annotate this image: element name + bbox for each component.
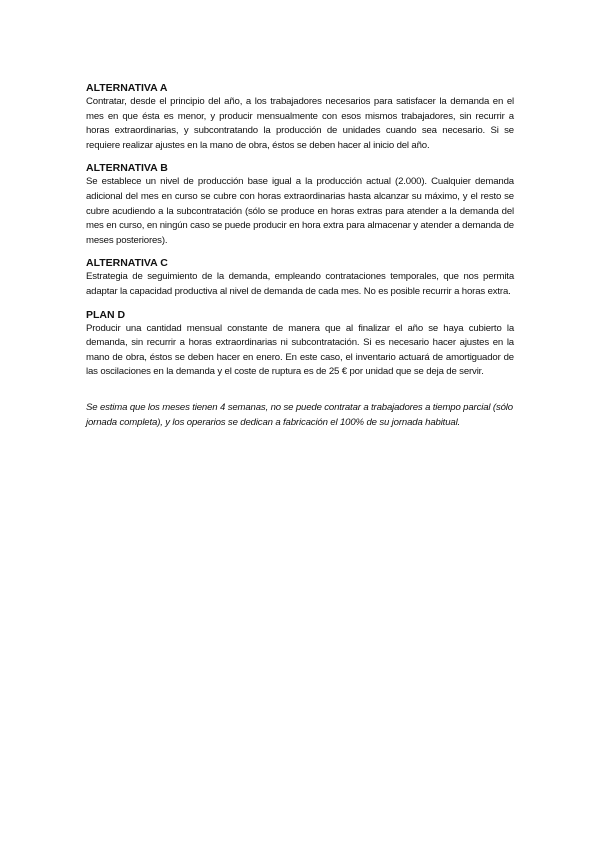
section-title: ALTERNATIVA B	[86, 162, 168, 175]
section-body: Se establece un nivel de producción base igual a la producción actual (2.000). Cualquier demanda adicional del mes en curso se cubre con horas extraordinarias hasta alcanzar su máximo, y el resto se cubre acudiendo a la subcontratación (sólo se produce en horas extras para atender a la demanda del mes en curso, en ningún caso se puede producir en hora extra para almacenar y atender a demanda de meses posteriores).	[86, 176, 514, 246]
section-alternativa-a	[86, 82, 514, 153]
section-title: PLAN D	[86, 308, 126, 321]
section-body: Contratar, desde el principio del año, a los trabajadores necesarios para satisfacer la demanda en el mes en que ésta es menor, y producir mensualmente con esos mismos trabajadores, sin recurrir a horas extraordinarias, y subcontratando la producción de unidades cuando sea necesario. Si se requiere realizar ajustes en la mano de obra, éstos se deben hacer al inicio del año.	[86, 96, 514, 151]
section-alternativa-b	[86, 162, 514, 248]
assumptions-note: Se estima que los meses tienen 4 semanas, no se puede contratar a trabajadores a tiempo parcial (sólo jornada completa), y los operarios se dedican a fabricación el 100% de su jornada habitual.	[86, 401, 513, 428]
section-body: Estrategia de seguimiento de la demanda, empleando contrataciones temporales, que nos permita adaptar la capacidad productiva al nivel de demanda de cada mes. No es posible recurrir a horas extra.	[86, 271, 514, 297]
section-plan-d	[86, 309, 514, 380]
section-title: ALTERNATIVA A	[86, 82, 168, 94]
document-page	[86, 82, 514, 440]
section-alternativa-c	[86, 257, 514, 299]
section-title: ALTERNATIVA C	[86, 257, 168, 270]
section-body: Producir una cantidad mensual constante de manera que al finalizar el año se haya cubierto la demanda, sin recurrir a horas extraordinarias ni subcontratación. Si es necesario hacer ajustes en la mano de obra, éstos se deben hacer en enero. En este caso, el inventario actuará de amortiguador de las oscilaciones en la demanda y el coste de ruptura es de 25 € por unidad que se deja de servir.	[86, 322, 514, 378]
